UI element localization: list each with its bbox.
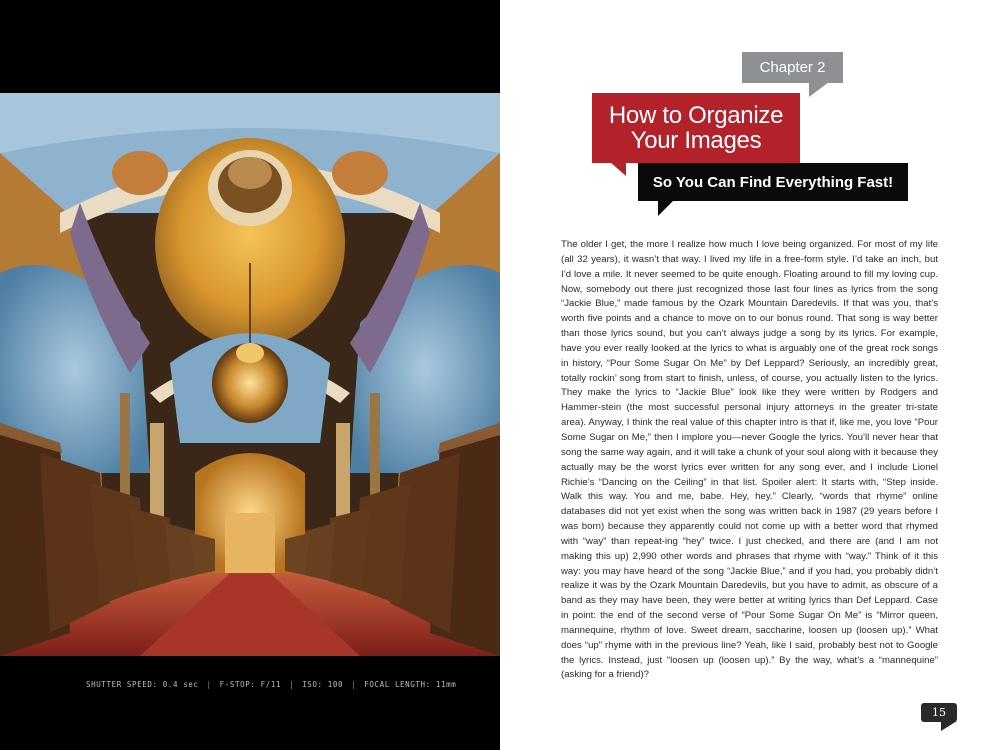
caption-separator: | — [351, 680, 357, 689]
chapter-title — [592, 93, 800, 163]
shutter-speed: SHUTTER SPEED: 0.4 sec — [86, 680, 199, 689]
chapter-subtitle: So You Can Find Everything Fast! — [638, 163, 908, 201]
chapter-intro-text — [561, 238, 938, 683]
cathedral-photo — [0, 93, 500, 656]
chapter-subtitle-tail — [658, 200, 674, 216]
caption-separator: | — [206, 680, 212, 689]
intro-paragraph: The older I get, the more I realize how much I love being organized. For most of my life (all 32 years), it wasn’t that way. I lived my life in a free-form style. I’d take an inch, but I’d love a mile. It never seemed to be quite enough. Floating around to fill my loving cup. Now, somebody out there just recognized those last four lines as lyrics from the song “Jackie Blue,” made famous by the Ozark Mountain Daredevils. If that was you, that’s worth five points and a chance to move on to our bonus round. That song is way better than those lyrics sound, but you can’t always judge a song by its lyrics. For example, have you ever really looked at the lyrics to what is arguably one of the great rock songs in history, “Pour Some Sugar On Me” by Def Leppard? Seriously, an incredibly great, totally rockin’ song from start to finish, unless, of course, you actually listen to the lyrics. They make the lyrics to “Jackie Blue” look like they were written by Rodgers and Hammer-stein (the most successful personal injury attorneys in the greater tri-state area). Anyway, I think the real value of this chapter intro is that if, like me, you love “Pour Some Sugar on Me,” then I implore you—never Google the lyrics. You’ll never hear that song the same way again, and it will take a chunk of your soul along with it because they actually may be the worst lyrics ever written for any song ever, and I include Lionel Richie’s “Dancing on the Ceiling” in that list. Spoiler alert: It starts with, “Step inside. Walk this way. You and me, babe. Hey, hey.” Clearly, “words that rhyme” online databases did not yet exist when the song was written back in 1987 (29 years before I was born) because they apparently could not come up with a better word that rhymed with “way” than repeat-ing “hey” twice. I just checked, and there are (and I am not making this up) 2,990 other words and phrases that rhyme with “way.” Think of it this way: you may have heard of the song “Jackie Blue,” and if you had, you probably didn’t realize it was by the Ozark Mountain Daredevils, but you have to admit, as obscure of a band as they may have been, they were better at writing lyrics than Def Leppard. Case in point: the end of the second verse of “Pour Some Sugar On Me” is “Mirror queen, mannequine, rhythm of love. Sweet dream, saccharine, loosen up (loosen up).” What does “up” rhyme with in the previous line? Yeah, like I said, probably best not to Google the lyrics. Instead, just “loosen up (loosen up).” By the way, what’s a “mannequine” (asking for a friend)? — [561, 239, 938, 681]
focal-length: FOCAL LENGTH: 11mm — [364, 680, 457, 689]
photo-caption — [0, 680, 500, 689]
page-number-tail — [941, 721, 957, 731]
chapter-title-line2: Your Images — [630, 127, 762, 154]
chapter-label: Chapter 2 — [742, 52, 843, 83]
chapter-title-tail — [610, 162, 626, 176]
right-page — [500, 0, 1000, 750]
chapter-title-line1: How to Organize — [608, 102, 784, 129]
f-stop: F-STOP: F/11 — [219, 680, 282, 689]
iso: ISO: 100 — [302, 680, 344, 689]
chapter-label-tail — [809, 82, 829, 97]
page-number: 15 — [921, 703, 957, 722]
caption-separator: | — [289, 680, 295, 689]
